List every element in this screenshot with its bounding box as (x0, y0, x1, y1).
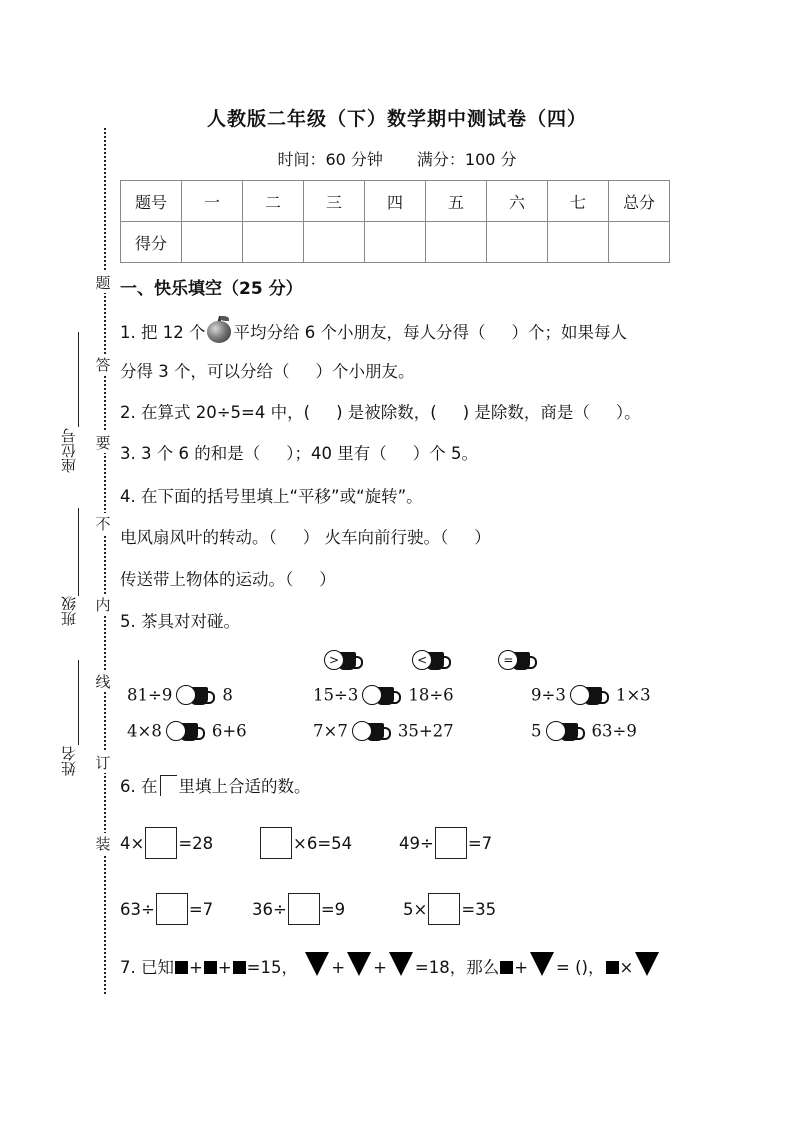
q6-item (259, 827, 352, 859)
question-4-title: 4. 在下面的括号里填上“平移”或“旋转”。 (120, 487, 423, 506)
black-square-icon (500, 961, 513, 974)
black-square-icon (233, 961, 246, 974)
q6-text: 49÷ (399, 834, 434, 853)
q1-text-a: 1. 把 12 个 (120, 323, 206, 342)
header-cell: 题号 (121, 181, 182, 222)
teacup-answer-icon[interactable] (362, 684, 404, 708)
question-6-title (120, 773, 311, 797)
answer-box[interactable] (288, 893, 320, 925)
teacup-equal-icon: = (498, 649, 540, 673)
plus-sign: + (217, 958, 232, 977)
question-5-title: 5. 茶具对对碰。 (120, 612, 240, 631)
q6-text: ×6=54 (293, 834, 353, 853)
margin-char-zhuang: 装 (95, 835, 111, 853)
score-table (120, 180, 670, 263)
q6-item (120, 827, 213, 859)
margin-char-nei: 内 (95, 596, 111, 614)
score-cell[interactable] (182, 222, 243, 263)
compare-left: 9÷3 (531, 685, 566, 705)
margin-char-xian: 线 (95, 673, 111, 691)
teacup-legend (320, 649, 544, 673)
class-label: 班级 (60, 596, 78, 626)
score-cell[interactable] (487, 222, 548, 263)
teacup-answer-icon[interactable] (546, 720, 588, 744)
q7-text: 7. 已知 (120, 958, 174, 977)
compare-right: 35+27 (397, 721, 454, 741)
q6-text: 5× (403, 900, 428, 919)
score-row-label: 得分 (121, 222, 182, 263)
black-triangle-icon (347, 952, 371, 976)
q6-text: 4× (120, 834, 145, 853)
q3-text-c: ）个 5。 (412, 444, 478, 463)
q7-text: =18，那么 (414, 958, 500, 977)
answer-box[interactable] (145, 827, 177, 859)
seat-number-blank[interactable] (78, 332, 79, 427)
answer-box[interactable] (435, 827, 467, 859)
teacup-answer-icon[interactable] (570, 684, 612, 708)
q6-text: =28 (178, 834, 214, 853)
compare-item (127, 720, 247, 744)
compare-item (313, 684, 454, 708)
q6-text-a: 6. 在 (120, 777, 158, 796)
q1-text-d: 分得 3 个，可以分给（ (120, 362, 290, 381)
name-label: 姓名 (60, 746, 78, 776)
plus-sign: + (331, 958, 346, 977)
name-blank[interactable] (78, 660, 79, 745)
header-cell: 五 (426, 181, 487, 222)
score-table-header-row (121, 181, 670, 222)
header-cell: 一 (182, 181, 243, 222)
score-cell[interactable] (365, 222, 426, 263)
compare-left: 4×8 (127, 721, 162, 741)
q6-item (252, 893, 345, 925)
compare-right: 6+6 (211, 721, 247, 741)
compare-left: 81÷9 (127, 685, 173, 705)
answer-box[interactable] (428, 893, 460, 925)
q6-text: =7 (188, 900, 214, 919)
black-triangle-icon (389, 952, 413, 976)
q6-item (403, 893, 496, 925)
score-cell[interactable] (548, 222, 609, 263)
question-3 (120, 440, 478, 464)
teacup-answer-icon[interactable] (352, 720, 394, 744)
section-1-title: 一、快乐填空（25 分） (120, 279, 303, 299)
exam-info (0, 147, 794, 170)
q6-text: =7 (467, 834, 493, 853)
q2-text-a: 2. 在算式 20÷5=4 中，( (120, 403, 311, 422)
compare-item (531, 720, 637, 744)
question-4-line-2 (120, 566, 336, 590)
compare-item (531, 684, 651, 708)
black-triangle-icon (530, 952, 554, 976)
plus-sign: + (189, 958, 203, 977)
header-cell: 总分 (609, 181, 670, 222)
answer-box[interactable] (260, 827, 292, 859)
q1-text-e: ）个小朋友。 (315, 362, 415, 381)
black-square-icon (204, 961, 217, 974)
q4-item-1: 电风扇风叶的转动。（ (120, 528, 277, 547)
q6-item (120, 893, 213, 925)
compare-left: 15÷3 (313, 685, 359, 705)
black-triangle-icon (635, 952, 659, 976)
time-label: 时间：60 分钟 (277, 150, 383, 169)
q3-text-a: 3. 3 个 6 的和是（ (120, 444, 261, 463)
black-square-icon (175, 961, 188, 974)
score-cell[interactable] (243, 222, 304, 263)
q6-text-b: 里填上合适的数。 (178, 777, 311, 796)
answer-box[interactable] (156, 893, 188, 925)
question-7 (120, 952, 661, 978)
margin-char-bu: 不 (95, 515, 111, 533)
compare-right: 8 (222, 685, 233, 705)
score-table-score-row (121, 222, 670, 263)
teacup-answer-icon[interactable] (176, 684, 218, 708)
margin-char-ti: 题 (95, 274, 111, 292)
plus-sign: + (514, 958, 529, 977)
q7-text: =15， (246, 958, 298, 977)
binding-dotted-line (104, 128, 106, 994)
question-4-line-1 (120, 524, 491, 548)
q6-item (399, 827, 492, 859)
header-cell: 四 (365, 181, 426, 222)
margin-char-da: 答 (95, 356, 111, 374)
compare-right: 63÷9 (591, 721, 637, 741)
q4-item-1-end: ） (302, 528, 320, 547)
times-sign: × (619, 958, 634, 977)
q2-text-d: ）。 (615, 403, 641, 422)
q6-text: =9 (320, 900, 346, 919)
black-square-icon (606, 961, 619, 974)
header-cell: 三 (304, 181, 365, 222)
plus-sign: + (373, 958, 387, 977)
q4-item-2: 火车向前行驶。（ (324, 528, 449, 547)
score-cell[interactable] (609, 222, 670, 263)
q2-text-c: ) 是除数，商是（ (462, 403, 590, 422)
q4-item-3-end: ） (319, 570, 336, 589)
score-cell[interactable] (304, 222, 365, 263)
full-score-label: 满分：100 分 (416, 150, 517, 169)
teacup-less-icon: < (412, 649, 454, 673)
q6-text: 63÷ (120, 900, 155, 919)
teacup-greater-icon: > (324, 649, 366, 673)
header-cell: 七 (548, 181, 609, 222)
compare-right: 18÷6 (408, 685, 454, 705)
q4-item-2-end: ） (474, 528, 491, 547)
header-cell: 二 (243, 181, 304, 222)
header-cell: 六 (487, 181, 548, 222)
box-symbol (160, 775, 177, 796)
q2-text-b: ) 是被除数，( (336, 403, 437, 422)
black-triangle-icon (305, 952, 329, 976)
compare-item (127, 684, 233, 708)
page-title: 人教版二年级（下）数学期中测试卷（四） (206, 108, 587, 130)
question-2 (120, 399, 641, 423)
compare-left: 7×7 (313, 721, 348, 741)
score-cell[interactable] (426, 222, 487, 263)
apple-icon (205, 316, 233, 344)
q1-text-c: ）个；如果每人 (511, 323, 627, 342)
compare-right: 1×3 (615, 685, 651, 705)
compare-left: 5 (531, 721, 542, 741)
margin-char-yao: 要 (95, 434, 111, 452)
q1-text-b: 平均分给 6 个小朋友，每人分得（ (233, 323, 486, 342)
teacup-answer-icon[interactable] (166, 720, 208, 744)
class-blank[interactable] (78, 508, 79, 596)
q6-text: 36÷ (252, 900, 287, 919)
compare-item (313, 720, 454, 744)
margin-char-ding: 订 (95, 754, 111, 772)
q4-item-3: 传送带上物体的运动。（ (120, 570, 294, 589)
question-1-line-2 (120, 358, 415, 382)
seat-number-label: 座位号 (60, 428, 78, 473)
q7-text: = ()， (556, 958, 605, 977)
q3-text-b: ）；40 里有（ (286, 444, 387, 463)
question-1-line-1 (120, 316, 627, 344)
q6-text: =35 (461, 900, 497, 919)
